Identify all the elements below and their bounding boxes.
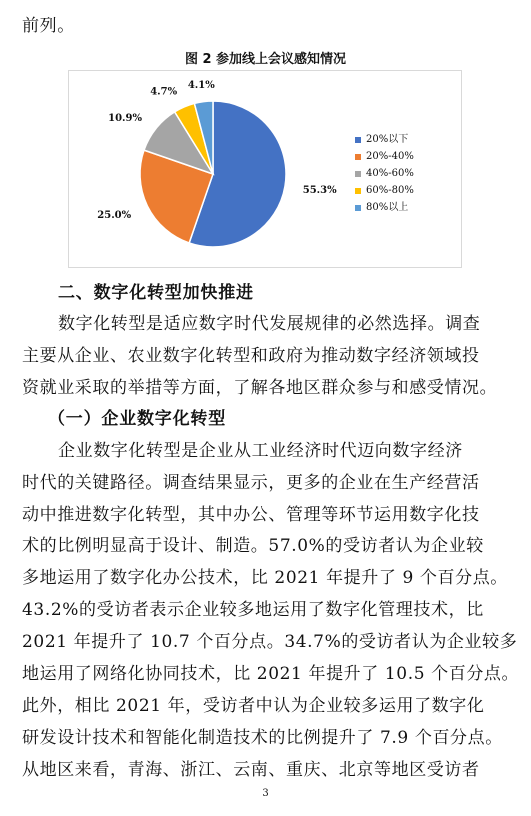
legend-swatch [355, 137, 361, 143]
legend-label: 20%以下 [366, 134, 409, 145]
legend-label: 60%-80% [366, 185, 414, 196]
section-heading: 二、数字化转型加快推进 [58, 283, 254, 303]
paragraph-2-line-4: 术的比例明显高于设计、制造。57.0%的受访者认为企业较 [22, 536, 484, 556]
paragraph-1-line-1: 数字化转型是适应数字时代发展规律的必然选择。调查 [58, 314, 481, 334]
top-line: 前列。 [22, 16, 75, 36]
chart-legend [355, 131, 414, 216]
data-label-2: 25.0% [97, 209, 132, 221]
figure-title: 图 2 参加线上会议感知情况 [184, 52, 347, 67]
legend-swatch [355, 154, 361, 160]
paragraph-2-line-3: 动中推进数字化转型，其中办公、管理等环节运用数字化技 [22, 505, 480, 525]
page-number: 3 [262, 788, 269, 799]
legend-swatch [355, 171, 361, 177]
legend-label: 20%-40% [366, 151, 414, 162]
legend-item-1 [355, 131, 414, 148]
paragraph-2-line-5: 多地运用了数字化办公技术，比 2021 年提升了 9 个百分点。 [22, 568, 508, 588]
subsection-heading: （一）企业数字化转型 [48, 409, 226, 429]
paragraph-2-line-8: 地运用了网络化协同技术，比 2021 年提升了 10.5 个百分点。 [22, 664, 520, 684]
paragraph-2-line-11: 从地区来看，青海、浙江、云南、重庆、北京等地区受访者 [22, 760, 480, 780]
paragraph-1-line-2: 主要从企业、农业数字化转型和政府为推动数字经济领域投 [22, 346, 480, 366]
data-label-3: 10.9% [108, 113, 142, 125]
paragraph-2-line-9: 此外，相比 2021 年，受访者中认为企业较多运用了数字化 [22, 696, 485, 716]
paragraph-2-line-2: 时代的关键路径。调查结果显示，更多的企业在生产经营活 [22, 473, 480, 493]
legend-item-3 [355, 165, 414, 182]
legend-item-4 [355, 182, 414, 199]
paragraph-2-line-1: 企业数字化转型是企业从工业经济时代迈向数字经济 [58, 441, 463, 461]
data-label-5: 4.1% [187, 79, 215, 91]
paragraph-2-line-6: 43.2%的受访者表示企业较多地运用了数字化管理技术，比 [22, 600, 484, 620]
legend-label: 40%-60% [366, 168, 414, 179]
legend-swatch [355, 205, 361, 211]
legend-item-5 [355, 199, 414, 216]
paragraph-1-line-3: 资就业采取的举措等方面，了解各地区群众参与和感受情况。 [22, 378, 498, 398]
legend-swatch [355, 188, 361, 194]
paragraph-2-line-7: 2021 年提升了 10.7 个百分点。34.7%的受访者认为企业较多 [22, 632, 518, 652]
paragraph-2-line-10: 研发设计技术和智能化制造技术的比例提升了 7.9 个百分点。 [22, 728, 503, 748]
legend-label: 80%以上 [366, 202, 409, 213]
data-label-4: 4.7% [150, 86, 178, 98]
pie-chart-figure [68, 70, 462, 268]
legend-item-2 [355, 148, 414, 165]
data-label-1: 55.3% [302, 185, 337, 197]
